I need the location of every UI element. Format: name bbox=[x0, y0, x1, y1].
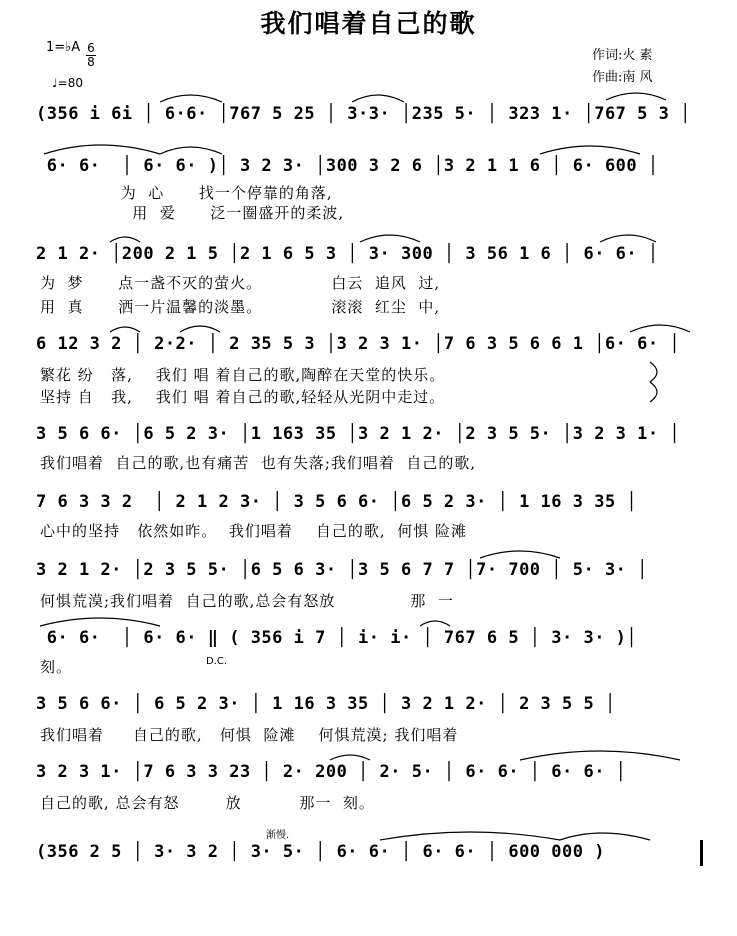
lyric-line: 我们唱着 自己的歌,也有痛苦 也有失落;我们唱着 自己的歌, bbox=[40, 454, 477, 472]
note-row: (356 i 6i │ 6·6· │767 5 25 │ 3·3· │235 5· │ 323 1· │767 5 3 │ bbox=[36, 104, 691, 124]
note-row: 2 1 2· │200 2 1 5 │2 1 6 5 3 │ 3· 300 │ 3 56 1 6 │ 6· 6· │ bbox=[36, 244, 659, 264]
final-barline bbox=[700, 840, 703, 866]
note-row: 6· 6· │ 6· 6· ‖ ( 356 i 7 │ i· i· │ 767 6 5 │ 3· 3· )│ bbox=[36, 628, 638, 648]
notation-line-1 bbox=[0, 104, 737, 144]
lyric-line: 为 心 找一个停靠的角落, bbox=[40, 184, 333, 202]
lyric-line: 心中的坚持 依然如昨。 我们唱着 自己的歌, 何惧 险滩 bbox=[40, 522, 467, 540]
notation-line-11 bbox=[0, 842, 737, 882]
lyric-line: 用 爱 泛一圈盛开的柔波, bbox=[40, 204, 345, 222]
lyricist-credit: 作词:火 素 bbox=[592, 48, 653, 63]
note-row: 3 2 3 1· │7 6 3 3 23 │ 2· 200 │ 2· 5· │ 6· 6· │ 6· 6· │ bbox=[36, 762, 627, 782]
song-title: 我们唱着自己的歌 bbox=[260, 9, 477, 38]
notation-line-8 bbox=[0, 628, 737, 668]
time-signature-bottom: 8 bbox=[87, 55, 95, 69]
lyric-line: 我们唱着 自己的歌, 何惧 险滩 何惧荒漠; 我们唱着 bbox=[40, 726, 459, 744]
lyric-line: 何惧荒漠;我们唱着 自己的歌,总会有怒放 那 一 bbox=[40, 592, 454, 610]
note-row: 7 6 3 3 2 │ 2 1 2 3· │ 3 5 6 6· │6 5 2 3· │ 1 16 3 35 │ bbox=[36, 492, 638, 512]
lyric-line: 为 梦 点一盏不灭的萤火。 白云 追风 过, bbox=[40, 274, 441, 292]
note-row: 3 5 6 6· │6 5 2 3· │1 163 35 │3 2 1 2· │2 3 5 5· │3 2 3 1· │ bbox=[36, 424, 681, 444]
lyric-line: 用 真 洒一片温馨的淡墨。 滚滚 红尘 中, bbox=[40, 298, 441, 316]
dc-marking: D.C. bbox=[206, 656, 228, 667]
lyric-line: 坚持 自 我, 我们 唱 着自己的歌,轻轻从光阴中走过。 bbox=[40, 388, 446, 406]
composer-credit: 作曲:南 风 bbox=[592, 70, 653, 85]
note-row: (356 2 5 │ 3· 3 2 │ 3· 5· │ 6· 6· │ 6· 6· │ 600 000 ) bbox=[36, 842, 605, 862]
time-signature-top: 6 bbox=[87, 41, 95, 55]
tempo-marking: ♩=80 bbox=[52, 76, 83, 90]
note-row: 3 5 6 6· │ 6 5 2 3· │ 1 16 3 35 │ 3 2 1 2· │ 2 3 5 5 │ bbox=[36, 694, 616, 714]
slowing-marking: 渐慢. bbox=[266, 830, 290, 841]
lyric-line: 刻。 bbox=[40, 658, 73, 676]
lyric-line: 繁花 纷 落, 我们 唱 着自己的歌,陶醉在天堂的快乐。 bbox=[40, 366, 446, 384]
time-signature bbox=[86, 42, 96, 69]
lyric-line: 自己的歌, 总会有怒 放 那一 刻。 bbox=[40, 794, 375, 812]
note-row: 6 12 3 2 │ 2·2· │ 2 35 5 3 │3 2 3 1· │7 6 3 5 6 6 1 │6· 6· │ bbox=[36, 334, 681, 354]
note-row: 3 2 1 2· │2 3 5 5· │6 5 6 3· │3 5 6 7 7 │7· 700 │ 5· 3· │ bbox=[36, 560, 648, 580]
key-signature: 1=♭A bbox=[46, 40, 81, 55]
note-row: 6· 6· │ 6· 6· )│ 3 2 3· │300 3 2 6 │3 2 1 1 6 │ 6· 600 │ bbox=[36, 156, 659, 176]
